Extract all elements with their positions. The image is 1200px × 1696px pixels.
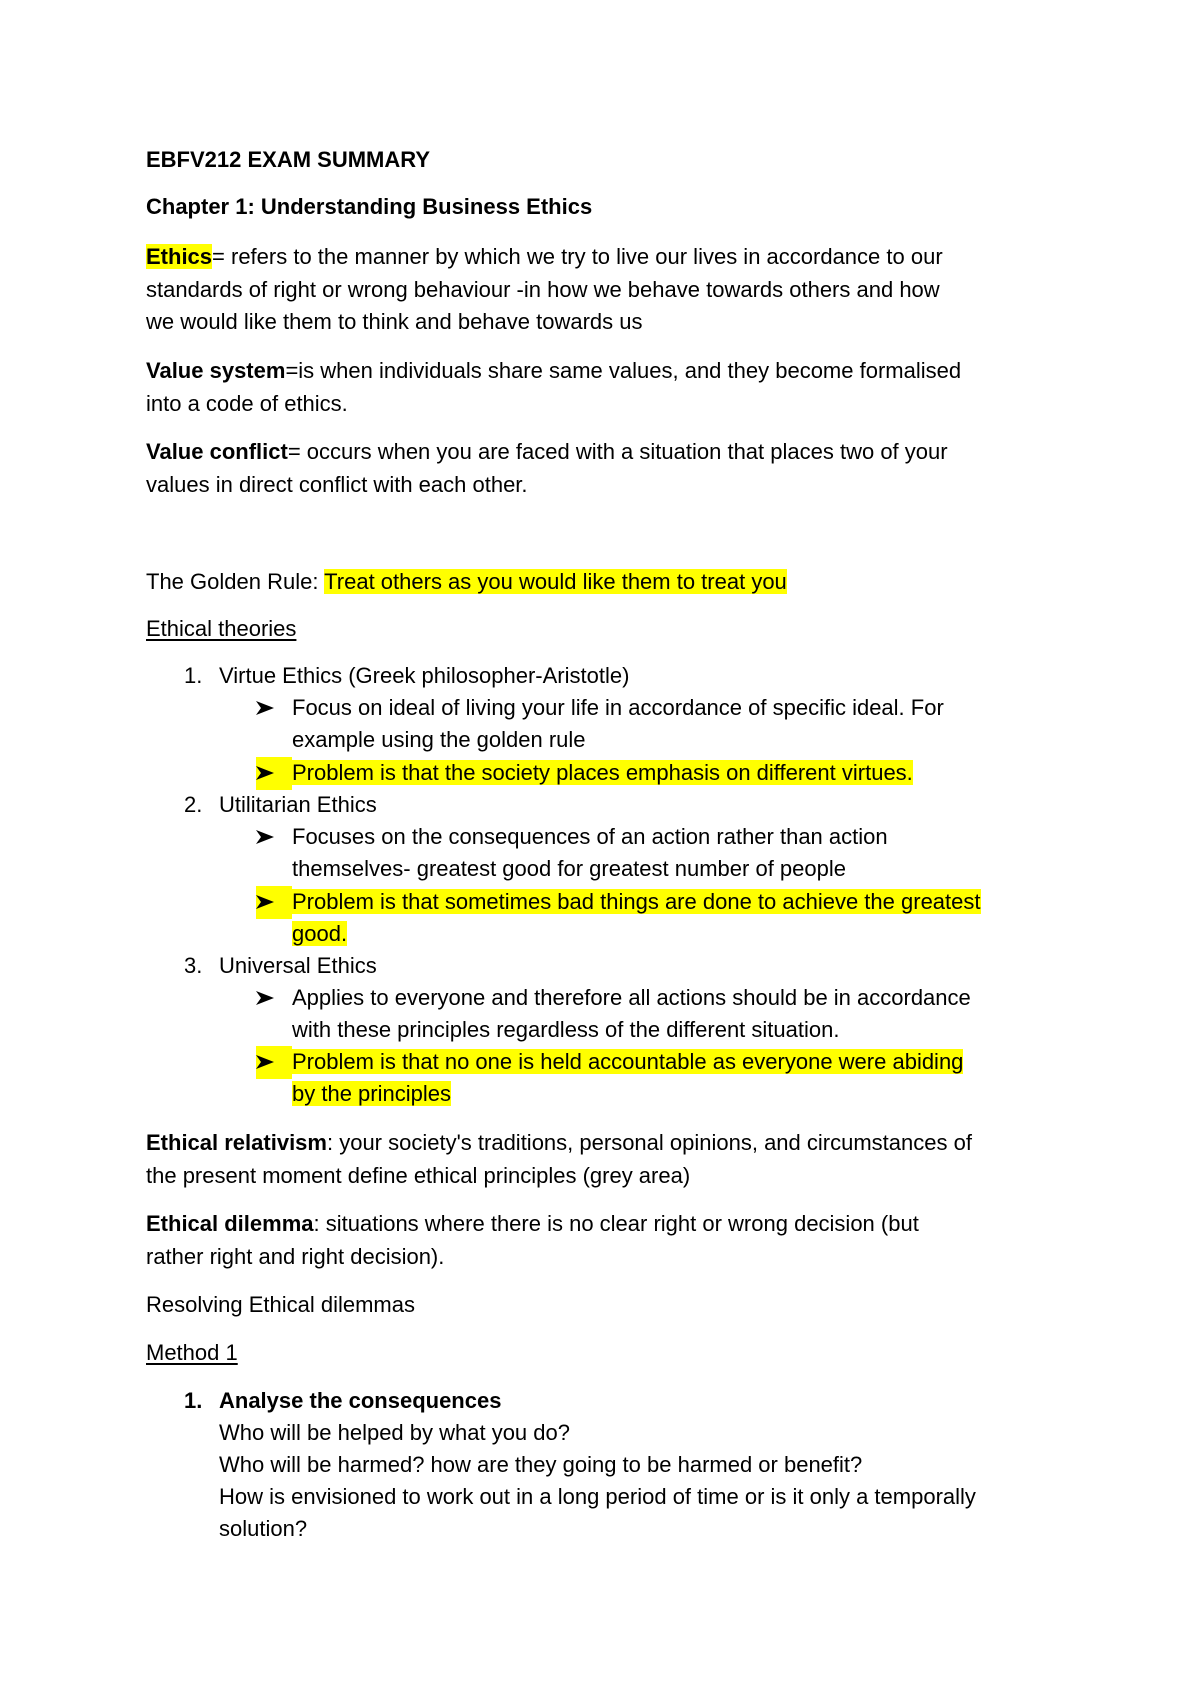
value-system-term: Value system (146, 358, 286, 383)
theory-3-number: 3. (184, 953, 203, 978)
theory-1-title: Virtue Ethics (Greek philosopher-Aristotle) (219, 663, 630, 688)
ethical-dilemma-line-1: : situations where there is no clear right or wrong decision (but (313, 1211, 919, 1236)
theory-2-bullet-1-line-2: themselves- greatest good for greatest number of people (292, 856, 846, 881)
value-conflict-line-2: values in direct conflict with each other. (146, 471, 528, 497)
ethical-relativism-line-2: the present moment define ethical principles (grey area) (146, 1162, 691, 1188)
theory-1-number: 1. (184, 663, 203, 688)
value-system-definition (146, 355, 1066, 420)
step-1-title: Analyse the consequences (219, 1388, 502, 1413)
ethical-relativism-line-1: : your society's traditions, personal opinions, and circumstances of (326, 1130, 972, 1155)
theory-3-title: Universal Ethics (219, 953, 377, 978)
theory-3-problem-2: by the principles (292, 1081, 451, 1106)
theory-2-problem-1: Problem is that sometimes bad things are done to achieve the greatest (292, 889, 981, 914)
arrowhead-bullet-icon (256, 982, 276, 1015)
ethics-line-1: = refers to the manner by which we try to live our lives in accordance to our (212, 244, 943, 269)
value-system-line-2: into a code of ethics. (146, 390, 348, 416)
golden-rule-text: Treat others as you would like them to treat you (324, 569, 787, 594)
arrowhead-bullet-icon (256, 692, 276, 725)
theory-3-problem-1: Problem is that no one is held accountable as everyone were abiding (292, 1049, 964, 1074)
value-system-line-1: =is when individuals share same values, and they become formalised (285, 358, 962, 383)
step-1-number: 1. (184, 1388, 203, 1413)
value-conflict-definition (146, 436, 1066, 501)
ethical-relativism-term: Ethical relativism (146, 1130, 327, 1155)
theory-3-bullet-2-line-1 (292, 1046, 963, 1079)
ethical-dilemma-definition (146, 1208, 1066, 1273)
doc-title: EBFV212 EXAM SUMMARY (146, 147, 431, 172)
step-1-question-3: How is envisioned to work out in a long period of time or is it only a temporally (219, 1484, 976, 1509)
theory-3-bullet-1-line-1: Applies to everyone and therefore all actions should be in accordance (292, 985, 971, 1010)
golden-rule-label: The Golden Rule: (146, 569, 325, 594)
arrowhead-bullet-icon (256, 1046, 292, 1079)
golden-rule (146, 566, 1066, 599)
ethical-relativism-definition (146, 1127, 1066, 1192)
resolving-heading: Resolving Ethical dilemmas (146, 1292, 415, 1317)
theory-2-number: 2. (184, 792, 203, 817)
ethics-definition (146, 241, 1066, 339)
theory-3-bullet-1-line-2: with these principles regardless of the different situation. (292, 1017, 840, 1042)
value-conflict-line-1: = occurs when you are faced with a situation that places two of your (287, 439, 948, 464)
ethical-theories-heading: Ethical theories (146, 616, 297, 641)
theory-2-bullet-2-line-2 (292, 918, 347, 951)
arrowhead-bullet-icon (256, 821, 276, 854)
ethics-term: Ethics (146, 244, 213, 269)
step-1-question-2: Who will be harmed? how are they going to be harmed or benefit? (219, 1452, 863, 1477)
theory-3-bullet-2-line-2 (292, 1078, 451, 1111)
theory-2-title: Utilitarian Ethics (219, 792, 377, 817)
theory-1-bullet-1-line-1: Focus on ideal of living your life in accordance of specific ideal. For (292, 695, 944, 720)
ethics-line-3: we would like them to think and behave towards us (146, 309, 643, 334)
value-conflict-term: Value conflict (146, 439, 288, 464)
arrowhead-bullet-icon (256, 886, 292, 919)
theory-2-bullet-1-line-1: Focuses on the consequences of an action rather than action (292, 824, 888, 849)
chapter-heading: Chapter 1: Understanding Business Ethics (146, 194, 593, 219)
arrowhead-bullet-icon (256, 757, 292, 790)
method-1-heading: Method 1 (146, 1340, 238, 1365)
theory-2-problem-2: good. (292, 921, 348, 946)
step-1-question-1: Who will be helped by what you do? (219, 1420, 570, 1445)
ethics-line-2: standards of right or wrong behaviour -in how we behave towards others and how (146, 276, 940, 302)
ethical-dilemma-term: Ethical dilemma (146, 1211, 314, 1236)
theory-1-bullet-1-line-2: example using the golden rule (292, 727, 586, 752)
step-1-question-4: solution? (219, 1516, 308, 1541)
theory-1-bullet-2-line-1 (292, 757, 913, 790)
ethical-dilemma-line-2: rather right and right decision). (146, 1243, 445, 1269)
theory-2-bullet-2-line-1 (292, 886, 981, 919)
theory-1-problem: Problem is that the society places emphasis on different virtues. (292, 760, 913, 785)
